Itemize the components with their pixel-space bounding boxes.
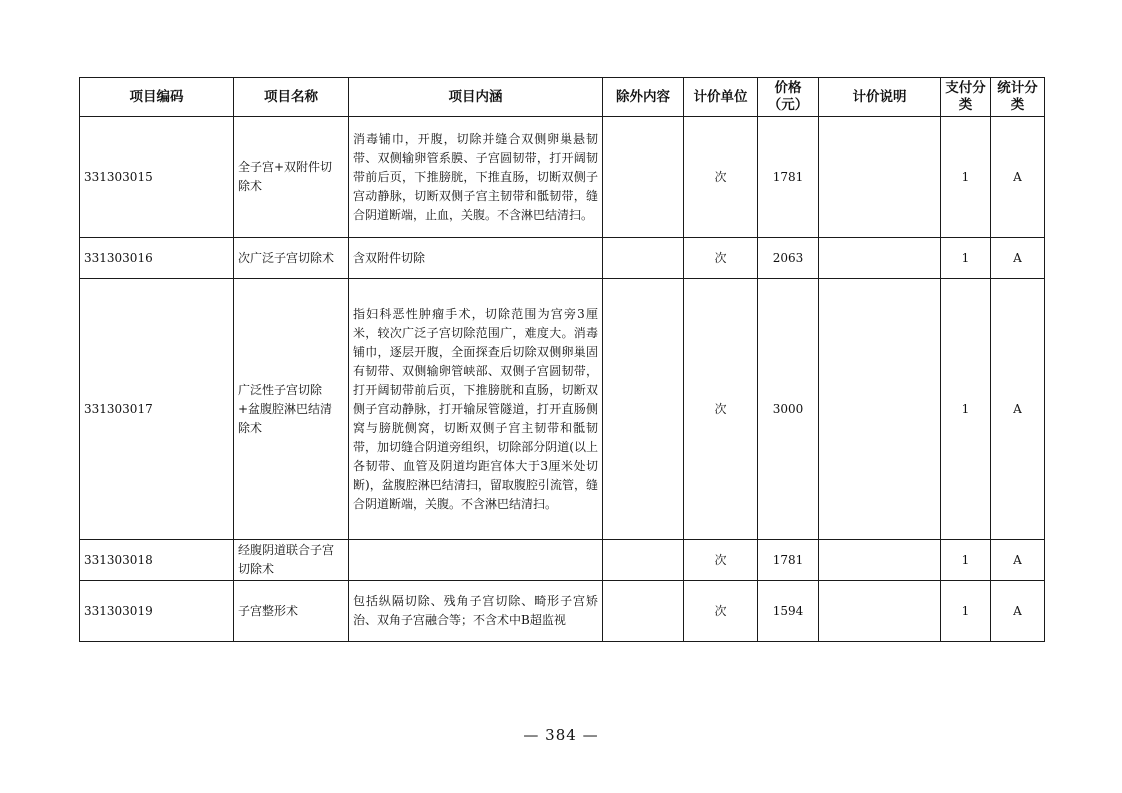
header-exclusions: 除外内容 [603, 78, 684, 117]
table-header [80, 78, 1045, 117]
header-code: 项目编码 [80, 78, 234, 117]
cell-unit: 次 [684, 540, 758, 581]
cell-stat: A [991, 279, 1045, 540]
cell-note [819, 540, 941, 581]
cell-name: 子宫整形术 [234, 581, 349, 642]
cell-unit: 次 [684, 581, 758, 642]
cell-price: 2063 [758, 238, 819, 279]
cell-name: 次广泛子宫切除术 [234, 238, 349, 279]
header-note: 计价说明 [819, 78, 941, 117]
cell-content: 包括纵隔切除、残角子宫切除、畸形子宫矫治、双角子宫融合等；不含术中B超监视 [349, 581, 603, 642]
cell-payment: 1 [941, 117, 991, 238]
cell-content: 含双附件切除 [349, 238, 603, 279]
table-row [80, 238, 1045, 279]
cell-content [349, 540, 603, 581]
cell-stat: A [991, 581, 1045, 642]
cell-price: 1781 [758, 540, 819, 581]
header-payment: 支付分类 [941, 78, 991, 117]
header-name: 项目名称 [234, 78, 349, 117]
table-row [80, 117, 1045, 238]
cell-price: 3000 [758, 279, 819, 540]
cell-unit: 次 [684, 238, 758, 279]
cell-content: 指妇科恶性肿瘤手术，切除范围为宫旁3厘米，较次广泛子宫切除范围广，难度大。消毒铺巾，逐层开腹，全面探查后切除双侧卵巢固有韧带、双侧输卵管峡部、双侧子宫圆韧带，打开阔韧带前后页，下推膀胱和直肠，切断双侧子宫动静脉，打开输尿管隧道，打开直肠侧窝与膀胱侧窝，切断双侧子宫主韧带和骶韧带，加切缝合阴道旁组织，切除部分阴道(以上各韧带、血管及阴道均距宫体大于3厘米处切断)，盆腹腔淋巴结清扫，留取腹腔引流管，缝合阴道断端，关腹。不含淋巴结清扫。 [349, 279, 603, 540]
cell-payment: 1 [941, 581, 991, 642]
cell-note [819, 279, 941, 540]
cell-payment: 1 [941, 238, 991, 279]
header-stat: 统计分类 [991, 78, 1045, 117]
table-body [80, 117, 1045, 642]
cell-stat: A [991, 117, 1045, 238]
cell-price: 1594 [758, 581, 819, 642]
cell-exclusions [603, 279, 684, 540]
header-content: 项目内涵 [349, 78, 603, 117]
cell-exclusions [603, 117, 684, 238]
cell-unit: 次 [684, 117, 758, 238]
page-number: — 384 — [523, 726, 599, 744]
cell-code: 331303016 [80, 238, 234, 279]
cell-stat: A [991, 238, 1045, 279]
cell-exclusions [603, 238, 684, 279]
cell-name: 全子宫+双附件切除术 [234, 117, 349, 238]
cell-price: 1781 [758, 117, 819, 238]
cell-payment: 1 [941, 540, 991, 581]
cell-exclusions [603, 581, 684, 642]
cell-code: 331303017 [80, 279, 234, 540]
header-unit: 计价单位 [684, 78, 758, 117]
table-row [80, 581, 1045, 642]
cell-payment: 1 [941, 279, 991, 540]
cell-note [819, 238, 941, 279]
table-row [80, 540, 1045, 581]
cell-name: 经腹阴道联合子宫切除术 [234, 540, 349, 581]
cell-content: 消毒铺巾，开腹，切除并缝合双侧卵巢悬韧带、双侧输卵管系膜、子宫圆韧带，打开阔韧带前后页，下推膀胱，下推直肠，切断双侧子宫动静脉，切断双侧子宫主韧带和骶韧带，缝合阴道断端，止血，关腹。不含淋巴结清扫。 [349, 117, 603, 238]
cell-stat: A [991, 540, 1045, 581]
header-price: 价格（元） [758, 78, 819, 117]
cell-note [819, 117, 941, 238]
cell-code: 331303018 [80, 540, 234, 581]
cell-note [819, 581, 941, 642]
pricing-table [79, 77, 1045, 642]
cell-name: 广泛性子宫切除+盆腹腔淋巴结清除术 [234, 279, 349, 540]
cell-code: 331303019 [80, 581, 234, 642]
table-row [80, 279, 1045, 540]
header-row [80, 78, 1045, 117]
cell-exclusions [603, 540, 684, 581]
cell-code: 331303015 [80, 117, 234, 238]
cell-unit: 次 [684, 279, 758, 540]
